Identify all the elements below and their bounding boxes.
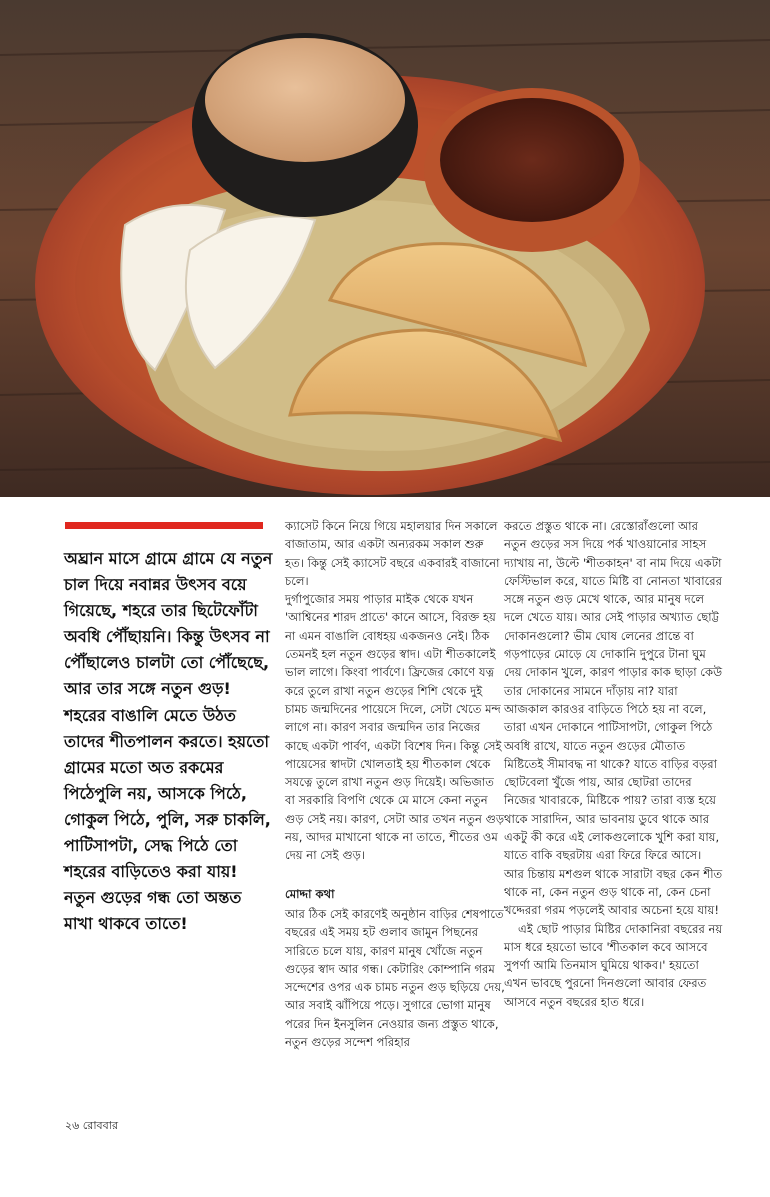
- body-paragraph: ক্যাসেট কিনে নিয়ে গিয়ে মহালয়ার দিন সকালে বাজাতাম, আর একটা অন্যরকম সকাল শুরু হত। কিন্তু সেই ক্যাসেট বছরে একবারই বাজানো চলে।: [285, 519, 500, 588]
- intro-paragraph: অঘ্রান মাসে গ্রামে গ্রামে যে নতুন চাল দিয়ে নবান্নর উৎসব বয়ে গিয়েছে, শহরে তার ছিটেফোঁটা অবধি পৌঁছায়নি। কিন্তু উৎসব না পৌঁছালেও চালটা তো পৌঁছেছে, আর তার সঙ্গে নতুন গুড়! শহরের বাঙালি মেতে উঠত তাদের শীতপালন করতে। হয়তো গ্রামের মতো অত রকমের পিঠেপুলি নয়, আসকে পিঠে, গোকুল পিঠে, পুলি, সরু চাকলি, পাটিসাপটা, সেদ্ধ পিঠে তো শহরের বাড়িতেও করা যায়! নতুন গুড়ের গন্ধ তো অন্তত মাখা থাকবে তাতে!: [64, 549, 273, 934]
- page-folio: ২৬ রোববার: [65, 1119, 118, 1132]
- accent-rule: [65, 522, 263, 529]
- body-paragraph: দুর্গাপুজোর সময় পাড়ার মাইক থেকে যখন 'আশ্বিনের শারদ প্রাতে' কানে আসে, বিরক্ত হয় না এমন বাঙালি বোধহয় একজনও নেই। ঠিক তেমনই হল নতুন গুড়ের স্বাদ। এটা শীতকালেই ভাল লাগে। কিংবা পার্বণে। ফ্রিজের কোণে যত্ন করে তুলে রাখা নতুন গুড়ের শিশি থেকে দুই চামচ জন্মদিনের পায়েসে দিলে, সেটা খেতে মন্দ লাগে না। কারণ সবার জন্মদিন তার নিজের কাছে একটা পার্বণ, একটা বিশেষ দিন। কিন্তু সেই পায়েসের স্বাদটা খোলতাই হয় শীতকাল থেকে সযত্নে তুলে রাখা নতুন গুড় দিয়েই। অভিজাত বা সরকারি বিপণি থেকে মে মাসে কেনা নতুন গুড় সেই নয়। কারণ, সেটা আর তখন নতুন গুড় নয়, আদর মাখানো থাকে না তাতে, শীতের ওম দেয় না সেই গুড়।: [285, 592, 505, 863]
- body-paragraph: আর ঠিক সেই কারণেই অনুষ্ঠান বাড়ির শেষপাতে বছরের এই সময় হট গুলাব জামুন পিছনের সারিতে চলে যায়, কারণ মানুষ খোঁজে নতুন গুড়ের স্বাদ আর গন্ধ। কেটারিং কোম্পানি গরম সন্দেশের ওপর এক চামচ নতুন গুড় ছড়িয়ে দেয়, আর সবাই ঝাঁপিয়ে পড়ে। সুগারে ভোগা মানুষ পরের দিন ইনসুলিন নেওয়ার জন্য প্রস্তুত থাকে, নতুন গুড়ের সন্দেশ পরিহার: [285, 906, 505, 1050]
- section-subhead: মোদ্দা কথা: [285, 886, 335, 901]
- column-right: [504, 517, 724, 1011]
- intro-block: [64, 546, 274, 937]
- body-paragraph: করতে প্রস্তুত থাকে না। রেস্তোরাঁগুলো আর নতুন গুড়ের সস দিয়ে পর্ক খাওয়ানোর সাহস দ্যাখায় না, উল্টে 'শীতকাহন' বা নাম দিয়ে একটা ফেস্টিভাল করে, যাতে মিষ্টি বা নোনতা খাবারের সঙ্গে নতুন গুড় মেখে থাকে, আর মানুষ দলে দলে খেতে যায়। আর সেই পাড়ার অখ্যাত ছোট্ট দোকানগুলো? ভীম ঘোষ লেনের প্রান্তে বা গড়পাড়ের মোড়ে যে দোকানি দুপুরে টানা ঘুম দেয় দোকান খুলে, কারণ পাড়ার কাক ছাড়া কেউ তার দোকানের সামনে দাঁড়ায় না? যারা আজকাল কারওর বাড়িতে পিঠে হয় না বলে, তারা এখন দোকানে পাটিসাপটা, গোকুল পিঠে অবধি রাখে, যাতে নতুন গুড়ের মৌতাত মিষ্টিতেই সীমাবদ্ধ না থাকে? যাতে বাড়ির বড়রা ছোটবেলা খুঁজে পায়, আর ছোটরা তাদের নিজের খাবারকে, মিষ্টিকে পায়? তারা ব্যস্ত হয়ে থাকে সারাদিন, আর ভাবনায় ডুবে থাকে আর একটু কী করে এই লোকগুলোকে খুশি করা যায়, যাতে বাকি বছরটায় এরা ফিরে ফিরে আসে। আর চিন্তায় মশগুল থাকে সারাটা বছর কেন শীত থাকে না, কেন নতুন গুড় থাকে না, কেন চেনা খদ্দেররা গরম পড়লেই আবার অচেনা হয়ে যায়!: [504, 519, 723, 918]
- body-paragraph: এই ছোট পাড়ার মিষ্টির দোকানিরা বছরের নয় মাস ধরে হয়তো ভাবে 'শীতকাল কবে আসবে সুপর্ণা আমি তিনমাস ঘুমিয়ে থাকব।' হয়তো এখন ভাবছে পুরনো দিনগুলো আবার ফেরত আসবে নতুন বছরের হাত ধরে।: [504, 921, 723, 1009]
- column-middle: [285, 517, 505, 1051]
- food-photo: [0, 0, 770, 497]
